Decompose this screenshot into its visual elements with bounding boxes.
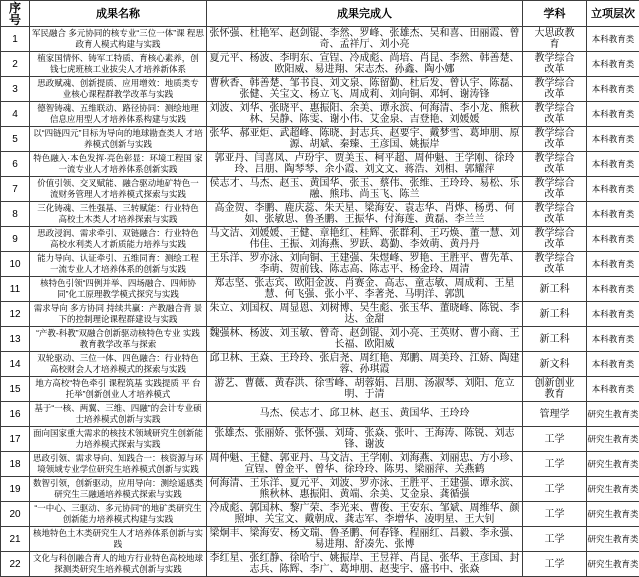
row-serial-number: 21 (1, 527, 30, 552)
result-discipline: 工学 (523, 427, 587, 452)
row-serial-number: 10 (1, 252, 30, 277)
row-serial-number: 17 (1, 427, 30, 452)
result-discipline: 教学综合改革 (523, 227, 587, 252)
result-name: 数智引领，创新驱动，应用导向：测绘遥感类研究生三融通培养模式探索与实践 (30, 477, 207, 502)
result-project-level: 本科教育类 (587, 77, 639, 102)
result-name: 德智铸魂、五维联动、路径协同：测绘地理 信息应用型人才培养体系构建与实践 (30, 102, 207, 127)
result-name: 核特色引领“四例并举、四场融合、四师协 同”化工原理教学模式探究与实践 (30, 277, 207, 302)
result-name: 地方高校“特色牵引 课程筑基 实践提质 平 台托举”创新创业人才培养模式 (30, 377, 207, 402)
row-serial-number: 22 (1, 552, 30, 577)
result-project-level: 本科教育类 (587, 27, 639, 52)
result-authors: 朱立、刘国权、周显恩、刘树博、吴生彪、张玉华、董晓峰、陈锐、李达、金甜 (207, 302, 523, 327)
result-authors: 郭亚丹、闫喜凤、卢玢宇、贾美玉、柯平超、周仲魁、王学刚、徐玲玲、吕朋、陶琴琴、余小霞、刘文文、蒋浩、刘相、郭耀萍 (207, 152, 523, 177)
result-project-level: 本科教育类 (587, 227, 639, 252)
result-project-level: 本科教育类 (587, 302, 639, 327)
result-project-level: 研究生教育类 (587, 502, 639, 527)
result-discipline: 新工科 (523, 327, 587, 352)
result-authors: 张华、郝亚炬、武超峰、陈晓、封志兵、赵要宇、戴梦雪、葛坤朋、原源、胡斌、秦臻、王彦国、姚振岸 (207, 127, 523, 152)
result-project-level: 研究生教育类 (587, 452, 639, 477)
result-name: “产教-科教”双融合创新驱动核特色专业 实践教育教学改革与探索 (30, 327, 207, 352)
result-authors: 侯志才、马杰、赵玉、黄国华、张玉、蔡伟、张维、王玲玲、易松、乐融、熊玮、尚玉飞、陈兰 (207, 177, 523, 202)
row-serial-number: 12 (1, 302, 30, 327)
result-discipline: 教学综合改革 (523, 127, 587, 152)
result-authors: 邱卫林、王焱、王玲玲、张启尧、周红艳、郑鹏、周美玲、江娇、陶建蓉、孙琪霞 (207, 352, 523, 377)
table-row (1, 477, 639, 502)
result-discipline: 大思政教育 (523, 27, 587, 52)
table-row (1, 52, 639, 77)
result-name: 军民融合 多元协同的核专业“三位一体”课 程思政育人模式构建与实践 (30, 27, 207, 52)
table-row (1, 302, 639, 327)
result-name: 核地特色土木类研究生人才培养体系创新与实践 (30, 527, 207, 552)
result-discipline: 教学综合改革 (523, 77, 587, 102)
row-serial-number: 19 (1, 477, 30, 502)
row-serial-number: 9 (1, 227, 30, 252)
row-serial-number: 16 (1, 402, 30, 427)
row-serial-number: 6 (1, 152, 30, 177)
result-project-level: 研究生教育类 (587, 552, 639, 577)
result-discipline: 教学综合改革 (523, 152, 587, 177)
result-project-level: 本科教育类 (587, 202, 639, 227)
row-serial-number: 15 (1, 377, 30, 402)
table-row (1, 527, 639, 552)
result-authors: 张怀强、杜艳军、赵剑锟、李然、罗峰、张雄杰、吴和喜、田丽霞、曾奇、孟祥厅、刘小亮 (207, 27, 523, 52)
row-serial-number: 3 (1, 77, 30, 102)
row-serial-number: 11 (1, 277, 30, 302)
result-authors: 郑志坚、张志宾、欧阳金波、肖赛金、高志、童志敏、周成莉、王星慧、何飞强、张小平、李著尧、马明洋、郭凯 (207, 277, 523, 302)
result-project-level: 研究生教育类 (587, 402, 639, 427)
table-row (1, 277, 639, 302)
result-discipline: 工学 (523, 477, 587, 502)
result-project-level: 本科教育类 (587, 252, 639, 277)
result-name: 价值引领、交叉赋能、融合驱动地矿特色一 流财务管理人才培养模式探索与实践 (30, 177, 207, 202)
table-row (1, 452, 639, 477)
result-authors: 马文洁、刘媛媛、王健、章艳红、桂辉、张群利、王巧焕、董一慧、刘伟佳、王振、刘海燕、罗跃、葛勤、李效萌、黄丹丹 (207, 227, 523, 252)
result-project-level: 本科教育类 (587, 177, 639, 202)
row-serial-number: 20 (1, 502, 30, 527)
result-name: 思政浸润、需求牵引、双链融合：行业特色 高校水利类人才新质能力培养与实践 (30, 227, 207, 252)
result-project-level: 本科教育类 (587, 52, 639, 77)
table-row (1, 127, 639, 152)
result-project-level: 研究生教育类 (587, 527, 639, 552)
result-discipline: 工学 (523, 502, 587, 527)
table-row (1, 27, 639, 52)
result-name: 植家国情怀、铸军工特质、育核心素养，创 钱七虎班核工业拔尖人才培养新体系 (30, 52, 207, 77)
header-row (1, 1, 639, 27)
header-discipline: 学科 (523, 1, 587, 27)
result-discipline: 教学综合改革 (523, 177, 587, 202)
result-discipline: 管理学 (523, 402, 587, 427)
result-project-level: 本科教育类 (587, 127, 639, 152)
result-name: 双轮驱动、三位一体、四色融合：行业特色 高校财会人才培养模式的探索与实践 (30, 352, 207, 377)
row-serial-number: 4 (1, 102, 30, 127)
result-discipline: 教学综合改革 (523, 52, 587, 77)
table-row (1, 177, 639, 202)
result-discipline: 工学 (523, 527, 587, 552)
header-project-level: 立项层次 (587, 1, 639, 27)
result-project-level: 本科教育类 (587, 352, 639, 377)
result-authors: 冷成彪、郭国林、黎广荣、李光来、曹俊、王安东、邹斌、周维华、颜照坤、关宝文、戴朝成、龚志军、李增华、凌明星、王大钊 (207, 502, 523, 527)
row-serial-number: 5 (1, 127, 30, 152)
result-name: 文化与科创融合育人的地方行业特色高校地球探测类研究生培养模式创新与实践 (30, 552, 207, 577)
result-project-level: 本科教育类 (587, 327, 639, 352)
table-row (1, 502, 639, 527)
result-project-level: 本科教育类 (587, 102, 639, 127)
header-result-authors: 成果完成人 (207, 1, 523, 27)
result-name: 特色融入·本色发挥·亮色彰显：环境工程国 家一流专业人才培养体系创新实践 (30, 152, 207, 177)
result-project-level: 本科教育类 (587, 377, 639, 402)
results-table-header (1, 1, 639, 27)
result-project-level: 本科教育类 (587, 277, 639, 302)
table-row (1, 427, 639, 452)
result-authors: 马杰、侯志才、邱卫林、赵玉、黄国华、王玲玲 (207, 402, 523, 427)
row-serial-number: 7 (1, 177, 30, 202)
table-row (1, 102, 639, 127)
result-name: 能力导向、认证牵引、五维同育：测绘工程 一流专业人才培养体系的创新与实践 (30, 252, 207, 277)
result-project-level: 研究生教育类 (587, 427, 639, 452)
result-discipline: 教学综合改革 (523, 102, 587, 127)
result-authors: 周仲魁、王健、郭亚丹、马文洁、王学刚、刘海燕、刘丽忠、方小珍、宣锃、曾金平、曾华、徐玲玲、陈男、梁丽萍、关燕鹤 (207, 452, 523, 477)
table-row (1, 152, 639, 177)
result-discipline: 工学 (523, 552, 587, 577)
result-name: 思政引领、需求导向、知践合一：核资源与环境领域专业学位研究生培养模式创新与实践 (30, 452, 207, 477)
result-name: 需求导向 多方协同 持续共赢：产教融合背 景下的控制理论课程群建设与实践 (30, 302, 207, 327)
result-discipline: 工学 (523, 452, 587, 477)
result-name: 面向国家重大需求的核技术领域研究生创新能力培养模式探索与实践 (30, 427, 207, 452)
result-project-level: 本科教育类 (587, 152, 639, 177)
row-serial-number: 18 (1, 452, 30, 477)
table-row (1, 377, 639, 402)
row-serial-number: 14 (1, 352, 30, 377)
table-row (1, 352, 639, 377)
result-discipline: 新工科 (523, 277, 587, 302)
result-authors: 何海清、王乐洋、夏元平、刘波、罗亦泳、王胜平、王建强、谭永滨、熊秋林、惠振阳、黄端、余美、艾金泉、龚循强 (207, 477, 523, 502)
result-name: 基于“一核、两翼、三维、四融”的会计专业硕士培养模式创新与实践 (30, 402, 207, 427)
result-project-level: 研究生教育类 (587, 477, 639, 502)
result-authors: 曹秋香、韩善楚、邹书良、刘文泉、陈留勤、杜后发、曾认宇、陈磊、张健、关宝文、杨立飞、周成莉、刘向铜、邓轲、谢涛锋 (207, 77, 523, 102)
table-row (1, 402, 639, 427)
result-discipline: 教学综合改革 (523, 202, 587, 227)
row-serial-number: 8 (1, 202, 30, 227)
table-row (1, 77, 639, 102)
header-serial-number: 序号 (1, 1, 30, 27)
result-name: 三化铸魂、三性强基、三转赋能：行业特色 高校土木类人才培养探索与实践 (30, 202, 207, 227)
table-row (1, 327, 639, 352)
result-authors: 高金贺、李鹏、鹿庆蕊、朱天星、梁海安、袁志华、肖烨、杨勇、何如、张敏思、鲁圣鹏、王振华、付海莲、黄磊、李兰兰 (207, 202, 523, 227)
result-authors: 游艺、曹薇、黄春洪、徐雪峰、胡蓉娟、吕朋、汤淑琴、刘阳、危立明、于清 (207, 377, 523, 402)
result-authors: 王乐洋、罗亦泳、刘向铜、王建强、朱煜峰、罗艳、王胜平、曹先革、李萌、贺前钱、陈志高、陈志平、杨金玲、周清 (207, 252, 523, 277)
header-result-name: 成果名称 (30, 1, 207, 27)
result-authors: 夏元平、杨波、李明东、宣锃、冷成彪、尚培、肖昆、李然、韩善楚、欧阳威、易进翔、宋志杰、孙鑫、陶小娜 (207, 52, 523, 77)
result-name: 以“四链四元”目标为导向的地球勘查类人 才培养模式创新与实践 (30, 127, 207, 152)
result-discipline: 新文科 (523, 352, 587, 377)
table-row (1, 552, 639, 577)
result-discipline: 教学综合改革 (523, 252, 587, 277)
row-serial-number: 2 (1, 52, 30, 77)
row-serial-number: 13 (1, 327, 30, 352)
result-name: 思政赋魂、创新提质、应用增效：地质类专 业核心课程群教学改革与实践 (30, 77, 207, 102)
result-authors: 魏强林、杨波、刘玉敏、曾奇、赵剑锟、刘小亮、王英财、曹小商、王长福、欧阳威 (207, 327, 523, 352)
result-authors: 梁炯丰、梁海安、杨文瑞、鲁圣鹏、何春锋、程丽红、昌毅、李永强、易进翔、舒凑先、张博 (207, 527, 523, 552)
result-discipline: 创新创业教育 (523, 377, 587, 402)
result-authors: 刘波、刘华、张晓平、惠振阳、余美、谭永滨、何海清、李小龙、熊秋林、吴静、陈雯、谢小伟、艾金泉、吉登艳、刘媛媛 (207, 102, 523, 127)
result-authors: 李红星、张红静、徐哈宁、姚振岸、王昱祥、肖昆、张华、王彦国、封志兵、陈辉、李广、葛坤朋、赵斐宇、盛书中、张焱 (207, 552, 523, 577)
row-serial-number: 1 (1, 27, 30, 52)
result-discipline: 新工科 (523, 302, 587, 327)
result-name: “一中心、三驱动、多元协同”的地矿类研究生创新能力培养模式构建与实践 (30, 502, 207, 527)
results-table-body (1, 27, 639, 577)
result-authors: 张雄杰、张丽娇、张怀强、刘琦、张焱、张叶、王海涛、陈锐、刘志锋、谢波 (207, 427, 523, 452)
table-row (1, 227, 639, 252)
table-row (1, 202, 639, 227)
table-row (1, 252, 639, 277)
